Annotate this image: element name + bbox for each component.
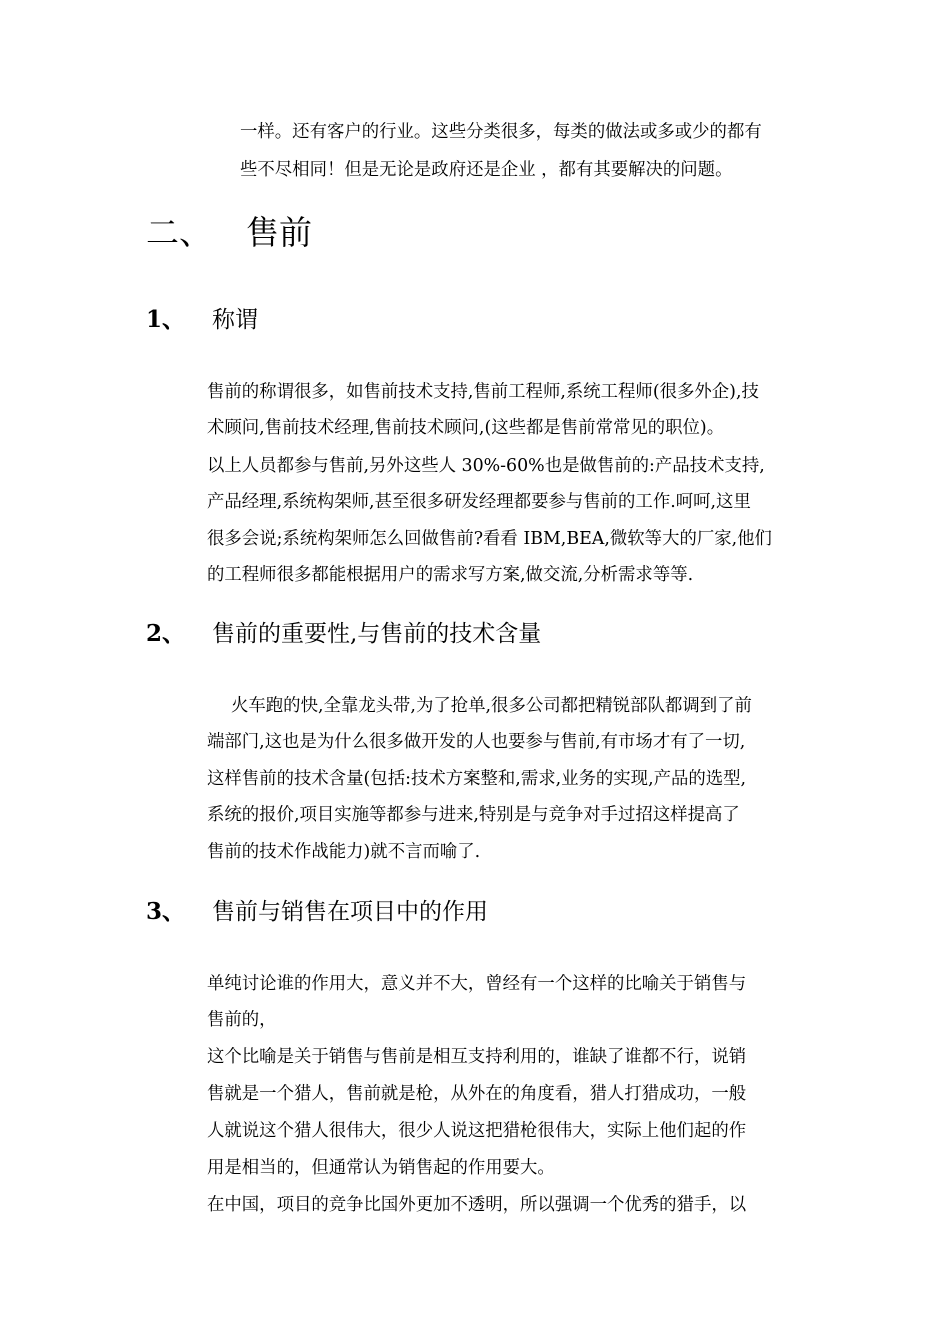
sub3-line-1: 单纯讨论谁的作用大，意义并不大，曾经有一个这样的比喻关于销售与 — [207, 974, 747, 994]
subheading-2 — [146, 614, 746, 654]
sub3-line-7: 在中国，项目的竞争比国外更加不透明，所以强调一个优秀的猎手，以 — [207, 1195, 747, 1215]
subheading-1 — [146, 300, 546, 340]
sub1-line-4: 产品经理,系统构架师,甚至很多研发经理都要参与售前的工作.呵呵,这里 — [207, 492, 751, 512]
sub3-line-2: 售前的， — [207, 1010, 277, 1030]
sub1-line-2: 术顾问,售前技术经理,售前技术顾问,(这些都是售前常常见的职位)。 — [207, 418, 725, 438]
subheading-2-title: 售前的重要性,与售前的技术含量 — [212, 621, 542, 647]
section-number: 二、 — [146, 213, 212, 252]
subheading-3 — [146, 892, 746, 932]
sub2-line-2: 端部门,这也是为什么很多做开发的人也要参与售前,有市场才有了一切, — [207, 732, 746, 752]
sub3-line-4: 售就是一个猎人，售前就是枪，从外在的角度看，猎人打猎成功，一般 — [207, 1084, 747, 1104]
subheading-3-number: 3、 — [146, 898, 186, 925]
sub3-line-6: 用是相当的，但通常认为销售起的作用要大。 — [207, 1158, 555, 1178]
section-heading — [146, 208, 446, 258]
sub1-line-5: 很多会说;系统构架师怎么回做售前?看看 IBM,BEA,微软等大的厂家,他们 — [207, 529, 772, 549]
sub1-line-6: 的工程师很多都能根据用户的需求写方案,做交流,分析需求等等. — [207, 565, 694, 585]
sub2-line-4: 系统的报价,项目实施等都参与进来,特别是与竞争对手过招这样提高了 — [207, 805, 740, 825]
sub3-line-3: 这个比喻是关于销售与售前是相互支持利用的，谁缺了谁都不行，说销 — [207, 1047, 747, 1067]
sub2-line-1: 火车跑的快,全靠龙头带,为了抢单,很多公司都把精锐部队都调到了前 — [231, 696, 752, 716]
subheading-2-number: 2、 — [146, 620, 186, 647]
intro-line-2: 些不尽相同！但是无论是政府还是企业 ，都有其要解决的问题。 — [240, 160, 733, 180]
section-title: 售前 — [246, 213, 312, 252]
subheading-3-title: 售前与销售在项目中的作用 — [212, 899, 488, 925]
sub1-line-1: 售前的称谓很多，如售前技术支持,售前工程师,系统工程师(很多外企),技 — [207, 382, 759, 402]
sub3-line-5: 人就说这个猎人很伟大，很少人说这把猎枪很伟大，实际上他们起的作 — [207, 1121, 747, 1141]
intro-line-1: 一样。还有客户的行业。这些分类很多，每类的做法或多或少的都有 — [240, 122, 762, 142]
sub1-line-3: 以上人员都参与售前,另外这些人 30%-60%也是做售前的:产品技术支持, — [207, 456, 765, 476]
sub2-line-3: 这样售前的技术含量(包括:技术方案整和,需求,业务的实现,产品的选型, — [207, 769, 747, 789]
subheading-1-title: 称谓 — [212, 307, 258, 333]
sub2-line-5: 售前的技术作战能力)就不言而喻了. — [207, 842, 481, 862]
subheading-1-number: 1、 — [146, 306, 186, 333]
